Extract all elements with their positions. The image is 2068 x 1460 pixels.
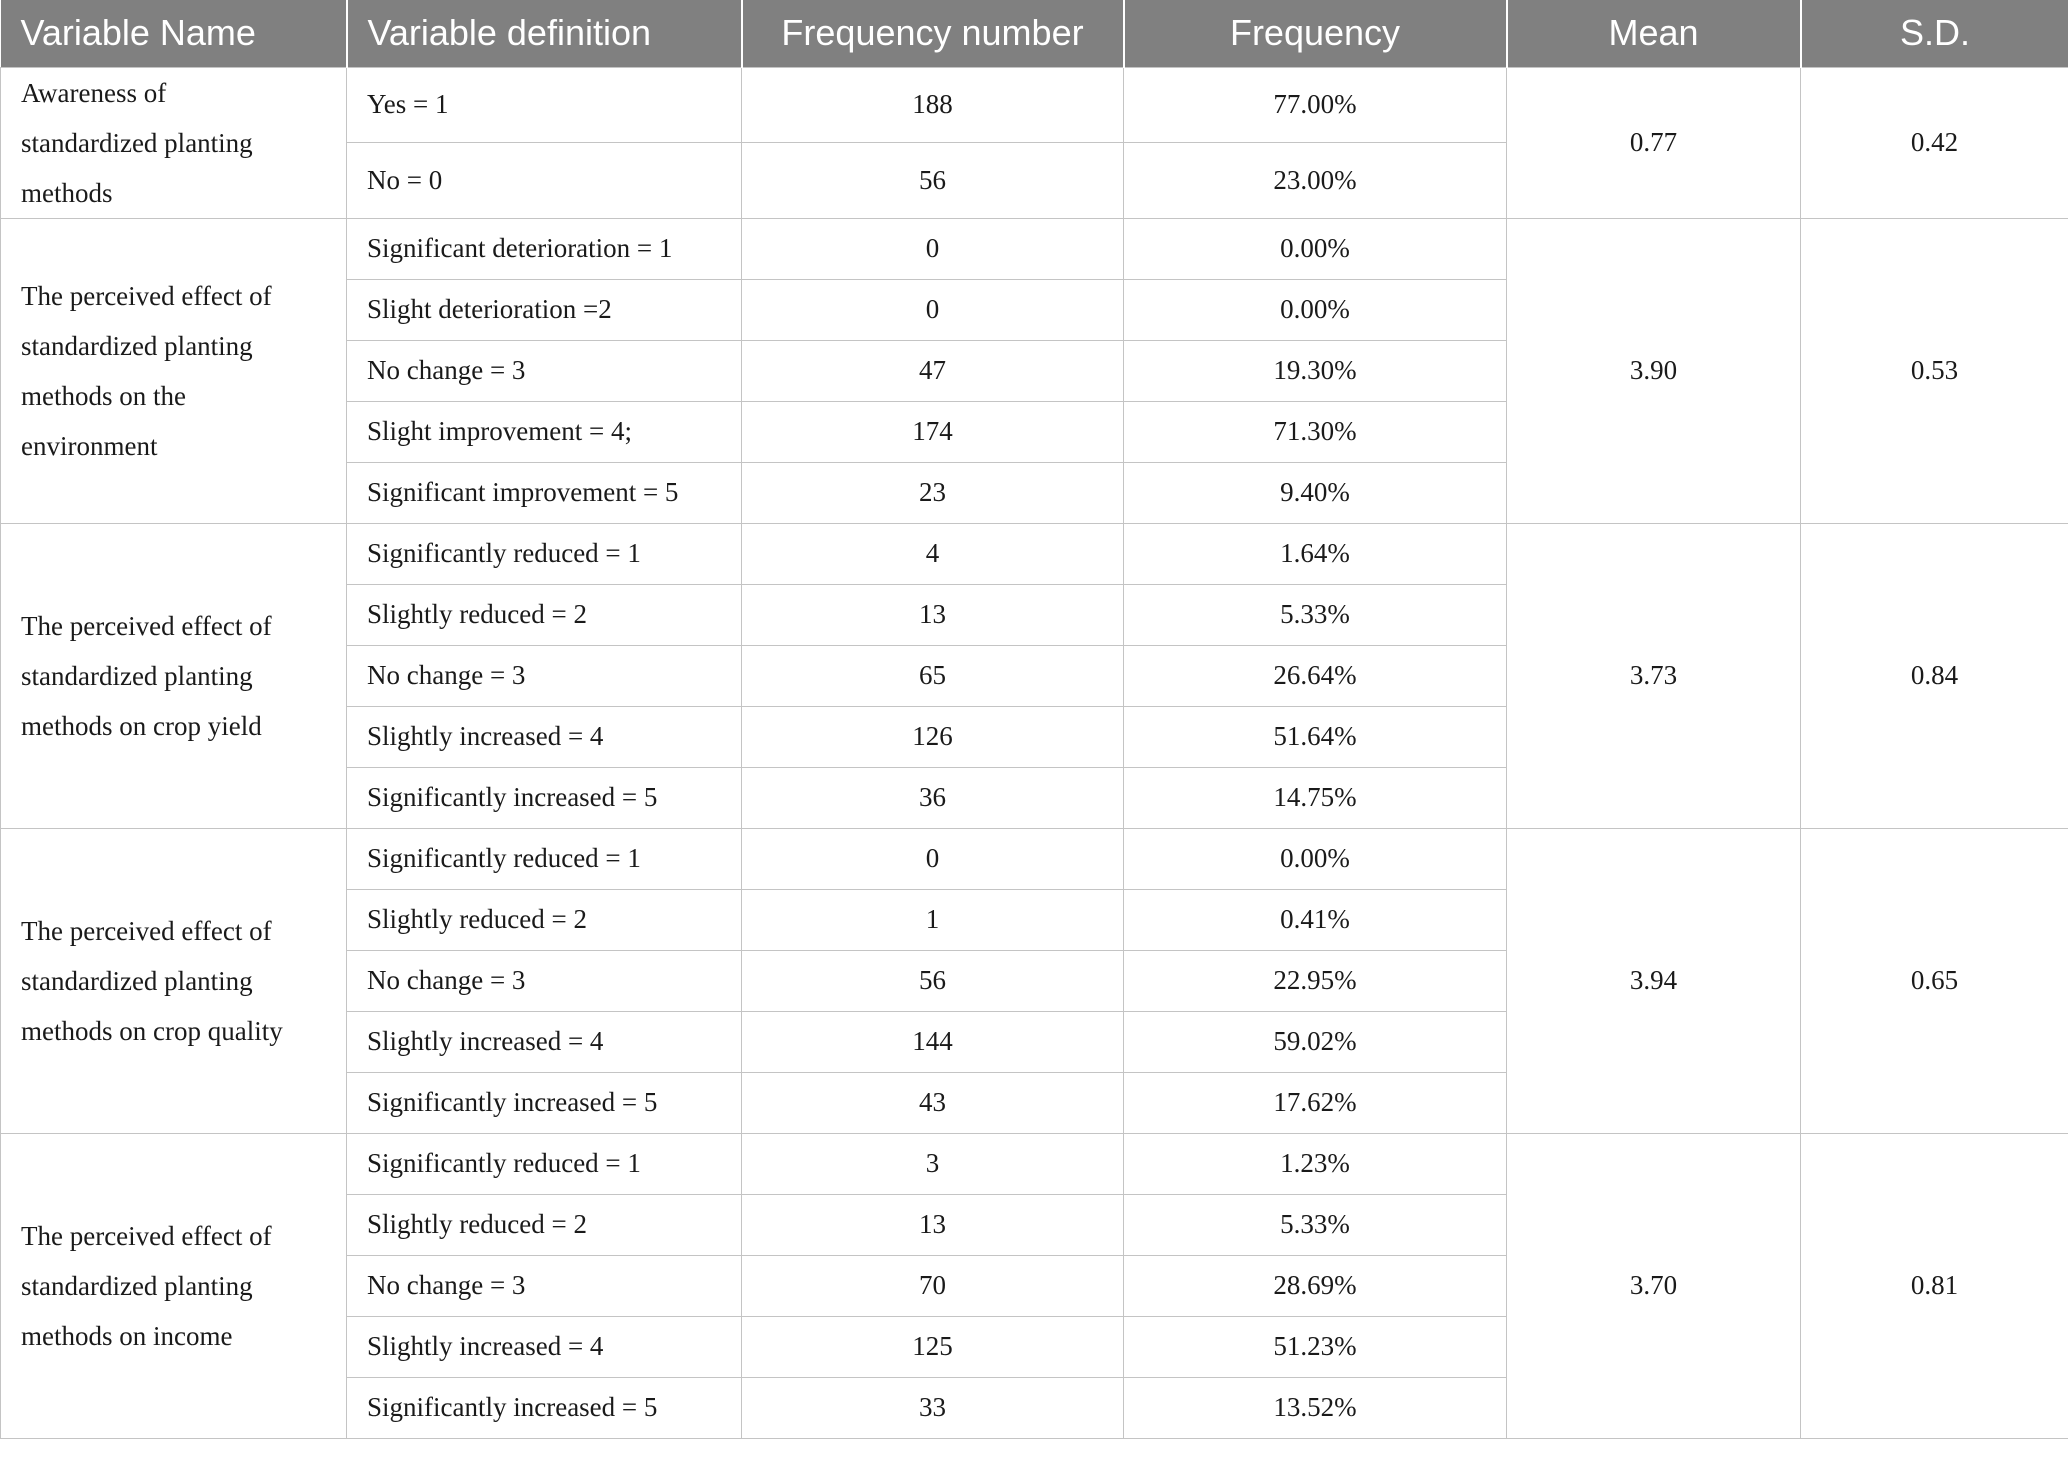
variable-definition-cell: Significantly reduced = 1 <box>347 828 742 889</box>
variable-name-line: The perceived effect of <box>21 915 272 946</box>
variable-name-line: The perceived effect of <box>21 1220 272 1251</box>
variable-definition-cell: No change = 3 <box>347 645 742 706</box>
frequency-cell: 1.64% <box>1124 523 1507 584</box>
header-frequency-number: Frequency number <box>742 0 1124 67</box>
variable-definition-cell: No change = 3 <box>347 1255 742 1316</box>
variable-name-line: methods on crop yield <box>21 710 262 741</box>
mean-cell: 3.73 <box>1507 523 1801 828</box>
variable-definition-cell: Significant deterioration = 1 <box>347 218 742 279</box>
header-row <box>1 0 2068 67</box>
variable-name-cell <box>1 828 347 1133</box>
variable-definition-cell: Significantly increased = 5 <box>347 767 742 828</box>
frequency-number-cell: 65 <box>742 645 1124 706</box>
header-mean: Mean <box>1507 0 1801 67</box>
frequency-cell: 0.41% <box>1124 889 1507 950</box>
header-variable-definition: Variable definition <box>347 0 742 67</box>
variable-name-cell <box>1 1133 347 1438</box>
frequency-number-cell: 0 <box>742 828 1124 889</box>
variable-name-line: methods on crop quality <box>21 1015 283 1046</box>
variable-name-line: Awareness of <box>21 77 167 108</box>
frequency-number-cell: 125 <box>742 1316 1124 1377</box>
variable-name-line: standardized planting <box>21 660 253 691</box>
variable-name-line: The perceived effect of <box>21 280 272 311</box>
frequency-number-cell: 13 <box>742 1194 1124 1255</box>
variable-definition-cell: Slightly increased = 4 <box>347 1011 742 1072</box>
frequency-number-cell: 3 <box>742 1133 1124 1194</box>
variable-definition-cell: Significantly increased = 5 <box>347 1072 742 1133</box>
variable-name-cell <box>1 218 347 523</box>
frequency-cell: 14.75% <box>1124 767 1507 828</box>
mean-cell: 3.94 <box>1507 828 1801 1133</box>
frequency-cell: 22.95% <box>1124 950 1507 1011</box>
variable-definition-cell: Slight deterioration =2 <box>347 279 742 340</box>
sd-cell: 0.53 <box>1801 218 2068 523</box>
header-variable-name: Variable Name <box>1 0 347 67</box>
frequency-number-cell: 13 <box>742 584 1124 645</box>
variable-definition-cell: No change = 3 <box>347 950 742 1011</box>
frequency-number-cell: 0 <box>742 218 1124 279</box>
variable-definition-cell: Significant improvement = 5 <box>347 462 742 523</box>
variable-definition-cell: Slightly reduced = 2 <box>347 584 742 645</box>
sd-cell: 0.84 <box>1801 523 2068 828</box>
variable-name-cell <box>1 523 347 828</box>
frequency-cell: 26.64% <box>1124 645 1507 706</box>
frequency-number-cell: 43 <box>742 1072 1124 1133</box>
frequency-number-cell: 188 <box>742 67 1124 143</box>
table-row <box>1 828 2068 889</box>
variable-name-line: methods <box>21 177 113 208</box>
frequency-number-cell: 126 <box>742 706 1124 767</box>
variable-definition-cell: Slightly increased = 4 <box>347 1316 742 1377</box>
table-row <box>1 67 2068 143</box>
variable-name-line: standardized planting <box>21 1270 253 1301</box>
frequency-cell: 0.00% <box>1124 218 1507 279</box>
variable-definition-cell: No change = 3 <box>347 340 742 401</box>
variable-name-line: methods on income <box>21 1320 233 1351</box>
frequency-cell: 17.62% <box>1124 1072 1507 1133</box>
variable-name-line: The perceived effect of <box>21 610 272 641</box>
table-row <box>1 523 2068 584</box>
frequency-cell: 23.00% <box>1124 143 1507 219</box>
variable-name-cell <box>1 67 347 218</box>
header-sd: S.D. <box>1801 0 2068 67</box>
variable-definition-cell: Significantly reduced = 1 <box>347 523 742 584</box>
frequency-number-cell: 1 <box>742 889 1124 950</box>
sd-cell: 0.81 <box>1801 1133 2068 1438</box>
frequency-cell: 0.00% <box>1124 828 1507 889</box>
header-frequency: Frequency <box>1124 0 1507 67</box>
frequency-number-cell: 56 <box>742 143 1124 219</box>
sd-cell: 0.42 <box>1801 67 2068 218</box>
variable-name-line: standardized planting <box>21 127 253 158</box>
frequency-cell: 19.30% <box>1124 340 1507 401</box>
frequency-cell: 77.00% <box>1124 67 1507 143</box>
frequency-number-cell: 174 <box>742 401 1124 462</box>
frequency-number-cell: 56 <box>742 950 1124 1011</box>
variable-definition-cell: Slightly reduced = 2 <box>347 889 742 950</box>
frequency-cell: 59.02% <box>1124 1011 1507 1072</box>
table-body <box>1 67 2068 1438</box>
frequency-cell: 71.30% <box>1124 401 1507 462</box>
variable-definition-cell: Significantly increased = 5 <box>347 1377 742 1438</box>
frequency-cell: 51.64% <box>1124 706 1507 767</box>
frequency-number-cell: 36 <box>742 767 1124 828</box>
frequency-cell: 5.33% <box>1124 1194 1507 1255</box>
variable-name-line: methods on the <box>21 380 186 411</box>
variable-definition-cell: Yes = 1 <box>347 67 742 143</box>
mean-cell: 3.70 <box>1507 1133 1801 1438</box>
frequency-number-cell: 0 <box>742 279 1124 340</box>
frequency-number-cell: 144 <box>742 1011 1124 1072</box>
table-row <box>1 218 2068 279</box>
variable-definition-cell: No = 0 <box>347 143 742 219</box>
table-row <box>1 1133 2068 1194</box>
mean-cell: 0.77 <box>1507 67 1801 218</box>
frequency-number-cell: 70 <box>742 1255 1124 1316</box>
frequency-cell: 0.00% <box>1124 279 1507 340</box>
frequency-number-cell: 33 <box>742 1377 1124 1438</box>
frequency-number-cell: 4 <box>742 523 1124 584</box>
variable-definition-cell: Slightly reduced = 2 <box>347 1194 742 1255</box>
variable-name-line: standardized planting <box>21 965 253 996</box>
frequency-cell: 9.40% <box>1124 462 1507 523</box>
variable-definition-cell: Significantly reduced = 1 <box>347 1133 742 1194</box>
variable-name-line: standardized planting <box>21 330 253 361</box>
frequency-number-cell: 23 <box>742 462 1124 523</box>
variable-definition-cell: Slightly increased = 4 <box>347 706 742 767</box>
mean-cell: 3.90 <box>1507 218 1801 523</box>
variable-name-line: environment <box>21 430 158 461</box>
frequency-cell: 1.23% <box>1124 1133 1507 1194</box>
frequency-cell: 13.52% <box>1124 1377 1507 1438</box>
frequency-cell: 28.69% <box>1124 1255 1507 1316</box>
frequency-cell: 5.33% <box>1124 584 1507 645</box>
sd-cell: 0.65 <box>1801 828 2068 1133</box>
frequency-cell: 51.23% <box>1124 1316 1507 1377</box>
frequency-number-cell: 47 <box>742 340 1124 401</box>
variable-definition-cell: Slight improvement = 4; <box>347 401 742 462</box>
